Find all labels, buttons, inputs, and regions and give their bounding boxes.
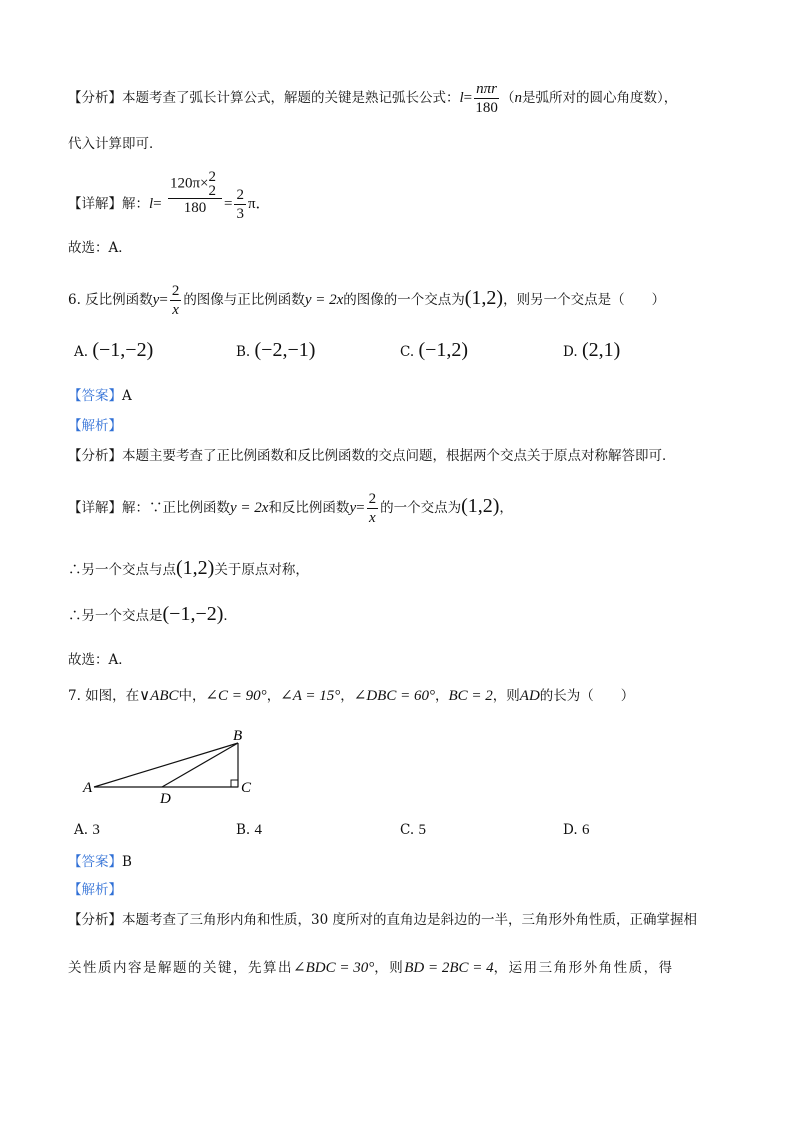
equals: =	[223, 196, 233, 212]
explanation-label: 【解析】	[68, 418, 122, 434]
result-numerator: 2	[236, 187, 244, 203]
analysis-text-cont: ，则	[374, 960, 405, 976]
sep: ，	[340, 688, 354, 704]
var-y: y	[349, 500, 357, 516]
sep: ，	[266, 688, 281, 704]
step-text-end: 关于原点对称，	[214, 562, 309, 578]
detail-text: 【详解】解：∵正比例函数	[68, 500, 230, 516]
option-value: 4	[254, 822, 263, 838]
option-d[interactable]	[563, 340, 620, 362]
option-b[interactable]	[236, 820, 262, 840]
option-letter: B.	[236, 344, 251, 360]
question-7	[68, 686, 634, 706]
analysis-text-cont: 是弧所对的圆心角度数），	[522, 90, 678, 106]
segment-ad: AD	[519, 688, 540, 704]
bd-length: BD = 2BC = 4	[404, 960, 494, 976]
angle-a: ∠A = 15°	[280, 688, 341, 704]
pi-symbol: π．	[247, 196, 271, 212]
fraction-numerator: 2	[368, 491, 377, 507]
step-text-end: ．	[223, 608, 237, 624]
detail-denominator: 180	[183, 200, 207, 216]
step-line-1	[68, 558, 309, 580]
option-letter: D.	[563, 344, 578, 360]
triangle-abc: ∨ABC	[139, 688, 179, 704]
numerator-text: 120π×	[169, 175, 209, 192]
point: (1,2)	[176, 557, 215, 579]
analysis-line-1	[68, 80, 677, 117]
var-l: l	[459, 90, 464, 106]
detail-line	[68, 490, 513, 527]
step-text: ∴另一个交点与点	[68, 562, 176, 578]
answer-line	[68, 852, 132, 872]
equals: =	[463, 90, 473, 106]
paren-open: （	[501, 90, 515, 106]
nested-den: 2	[208, 183, 216, 199]
point: (1,2)	[464, 287, 504, 309]
fraction-denominator: x	[368, 510, 376, 526]
option-letter: A.	[74, 344, 89, 360]
equals: =	[159, 292, 168, 308]
vertex-b: B	[233, 728, 243, 744]
equals: =	[153, 196, 162, 212]
point: (−1,−2)	[162, 603, 224, 625]
option-d[interactable]	[563, 820, 589, 840]
triangle-figure	[80, 728, 270, 808]
arc-length-fraction	[474, 80, 499, 117]
detail-fraction	[168, 170, 222, 217]
option-b[interactable]	[236, 340, 315, 362]
question-6	[68, 282, 665, 319]
side-bc: BC = 2	[448, 688, 493, 704]
result-fraction	[234, 186, 246, 223]
option-a[interactable]	[74, 340, 153, 362]
question-text-end: ，则另一个交点是（ ）	[503, 292, 666, 308]
option-value: 6	[581, 822, 590, 838]
vertex-a: A	[83, 780, 93, 796]
choose-line: 故选：A．	[68, 240, 132, 256]
point: (1,2)	[461, 495, 500, 517]
analysis-text: 【分析】本题考查了弧长计算公式，解题的关键是熟记弧长公式：	[68, 90, 460, 106]
option-value: 3	[92, 822, 100, 838]
answer-value: B	[122, 854, 132, 870]
inverse-fraction	[170, 282, 182, 319]
option-value: (−1,−2)	[92, 339, 154, 361]
answer-label: 【答案】	[68, 854, 122, 870]
fraction-denominator: x	[172, 302, 179, 318]
question-text-cont: 的图像与正比例函数	[183, 292, 305, 308]
option-value: 5	[418, 822, 426, 838]
analysis-line-2: 代入计算即可．	[68, 136, 163, 152]
angle-dbc: ∠DBC = 60°	[353, 688, 435, 704]
analysis-line-2	[68, 958, 674, 978]
option-value: (2,1)	[581, 339, 621, 361]
option-a[interactable]	[74, 820, 100, 840]
equals: =	[356, 500, 365, 516]
explanation-label: 【解析】	[68, 882, 122, 898]
vertex-c: C	[241, 780, 252, 796]
choose-line: 故选：A．	[68, 652, 132, 668]
question-text-cont2: ，则	[492, 688, 520, 704]
option-letter: B.	[236, 822, 251, 838]
fraction-denominator: 180	[475, 100, 498, 116]
option-letter: A.	[74, 822, 89, 838]
option-c[interactable]	[400, 340, 468, 362]
sep: ，	[434, 688, 449, 704]
nested-num: 2	[208, 169, 216, 185]
option-letter: D.	[563, 822, 578, 838]
detail-text-cont: 和反比例函数	[268, 500, 350, 516]
result-denominator: 3	[236, 206, 244, 222]
detail-text-cont2: 的一个交点为	[380, 500, 462, 516]
analysis-text-end: ，运用三角形外角性质，得	[493, 960, 674, 976]
answer-label: 【答案】	[68, 388, 122, 404]
step-line-2	[68, 604, 237, 626]
detail-label: 【详解】解：	[68, 196, 149, 212]
question-text: 7. 如图，在	[68, 688, 140, 704]
analysis-text: 关性质内容是解题的关键，先算出	[68, 960, 293, 976]
detail-numerator	[168, 170, 222, 199]
option-c[interactable]	[400, 820, 426, 840]
inverse-fraction	[367, 490, 379, 527]
fraction-numerator: nπr	[476, 81, 497, 97]
linear-function: y = 2x	[304, 292, 344, 308]
question-text-end: 的长为（ ）	[539, 688, 635, 704]
angle-c: ∠C = 90°	[205, 688, 267, 704]
option-letter: C.	[400, 822, 415, 838]
detail-text-end: ，	[499, 500, 513, 516]
question-text-cont: 中，	[178, 688, 206, 704]
question-text-cont2: 的图像的一个交点为	[343, 292, 465, 308]
angle-bdc: ∠BDC = 30°	[293, 960, 375, 976]
analysis-line-1: 【分析】本题考查了三角形内角和性质，30 度所对的直角边是斜边的一半，三角形外角性质，正确掌握相	[68, 912, 697, 928]
var-l: l	[149, 196, 154, 212]
question-text: 6. 反比例函数	[68, 292, 153, 308]
fraction-numerator: 2	[171, 283, 180, 299]
answer-value: A	[122, 388, 132, 404]
vertex-d: D	[160, 791, 171, 807]
linear-function: y = 2x	[230, 500, 269, 516]
option-value: (−2,−1)	[254, 339, 316, 361]
var-y: y	[152, 292, 160, 308]
option-letter: C.	[400, 344, 415, 360]
step-text: ∴另一个交点是	[68, 608, 163, 624]
option-value: (−1,2)	[418, 339, 469, 361]
detail-line	[68, 169, 271, 223]
analysis-line: 【分析】本题主要考查了正比例函数和反比例函数的交点问题，根据两个交点关于原点对称解答即可．	[68, 448, 676, 464]
answer-line	[68, 386, 132, 406]
var-n: n	[514, 90, 522, 106]
